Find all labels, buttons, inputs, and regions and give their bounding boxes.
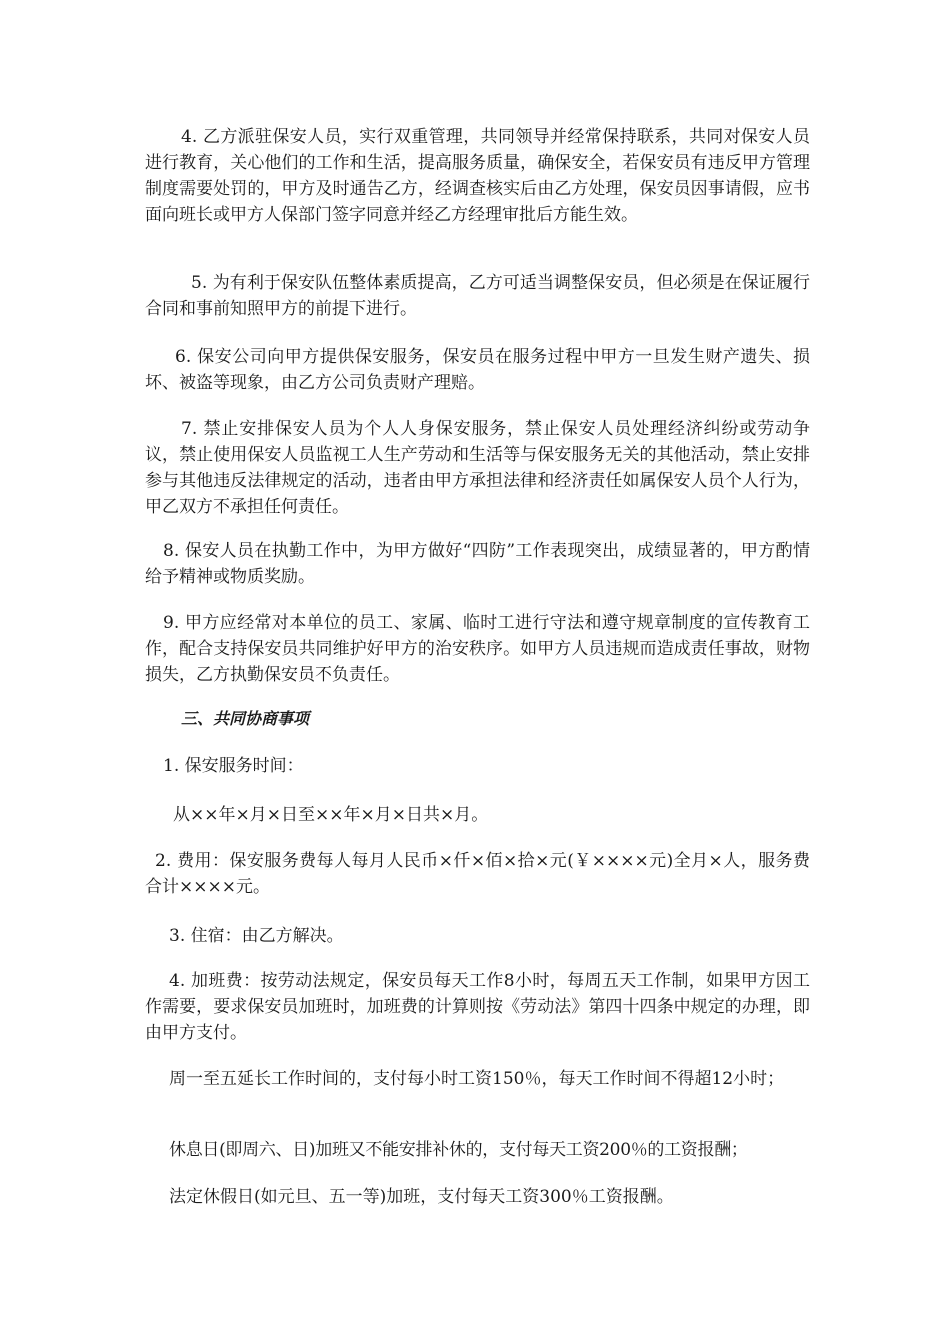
clause-9: 9. 甲方应经常对本单位的员工、家属、临时工进行守法和遵守规章制度的宣传教育工作，配合支持保安员共同维护好甲方的治安秩序。如甲方人员违规而造成责任事故，财物损失，乙方执勤保安员不负责任。 xyxy=(145,613,810,685)
clause-4: 4. 乙方派驻保安人员，实行双重管理，共同领导并经常保持联系，共同对保安人员进行教育，关心他们的工作和生活，提高服务质量，确保安全，若保安员有违反甲方管理制度需要处罚的，甲方及时通告乙方，经调查核实后由乙方处理，保安员因事请假，应书面向班长或甲方人保部门签字同意并经乙方经理审批后方能生效。 xyxy=(145,127,810,225)
item-fees: 2. 费用：保安服务费每人每月人民币×仟×佰×拾×元(￥××××元)全月×人，服务费合计××××元。 xyxy=(145,851,810,897)
clause-5: 5. 为有利于保安队伍整体素质提高，乙方可适当调整保安员，但必须是在保证履行合同和事前知照甲方的前提下进行。 xyxy=(145,273,810,319)
section-heading: 三、共同协商事项 xyxy=(181,709,310,728)
overtime-holiday: 法定休假日(如元旦、五一等)加班，支付每天工资300％工资报酬。 xyxy=(169,1187,674,1207)
item-service-period: 从××年×月×日至××年×月×日共×月。 xyxy=(173,805,489,825)
item-overtime: 4. 加班费：按劳动法规定，保安员每天工作8小时，每周五天工作制，如果甲方因工作需要，要求保安员加班时，加班费的计算则按《劳动法》第四十四条中规定的办理，即由甲方支付。 xyxy=(145,971,810,1043)
clause-8: 8. 保安人员在执勤工作中，为甲方做好“四防”工作表现突出，成绩显著的，甲方酌情给予精神或物质奖励。 xyxy=(145,541,810,587)
item-accommodation: 3. 住宿：由乙方解决。 xyxy=(169,926,344,946)
item-service-time: 1. 保安服务时间： xyxy=(163,756,304,776)
clause-6: 6. 保安公司向甲方提供保安服务，保安员在服务过程中甲方一旦发生财产遗失、损坏、被盗等现象，由乙方公司负责财产理赔。 xyxy=(145,347,810,393)
overtime-weekend: 休息日(即周六、日)加班又不能安排补休的，支付每天工资200％的工资报酬； xyxy=(169,1140,748,1160)
clause-7: 7. 禁止安排保安人员为个人人身保安服务，禁止保安人员处理经济纠纷或劳动争议，禁止使用保安人员监视工人生产劳动和生活等与保安服务无关的其他活动，禁止安排参与其他违反法律规定的活动，违者由甲方承担法律和经济责任如属保安人员个人行为，甲乙双方不承担任何责任。 xyxy=(145,419,810,517)
overtime-weekday: 周一至五延长工作时间的，支付每小时工资150％，每天工作时间不得超12小时； xyxy=(169,1069,785,1089)
